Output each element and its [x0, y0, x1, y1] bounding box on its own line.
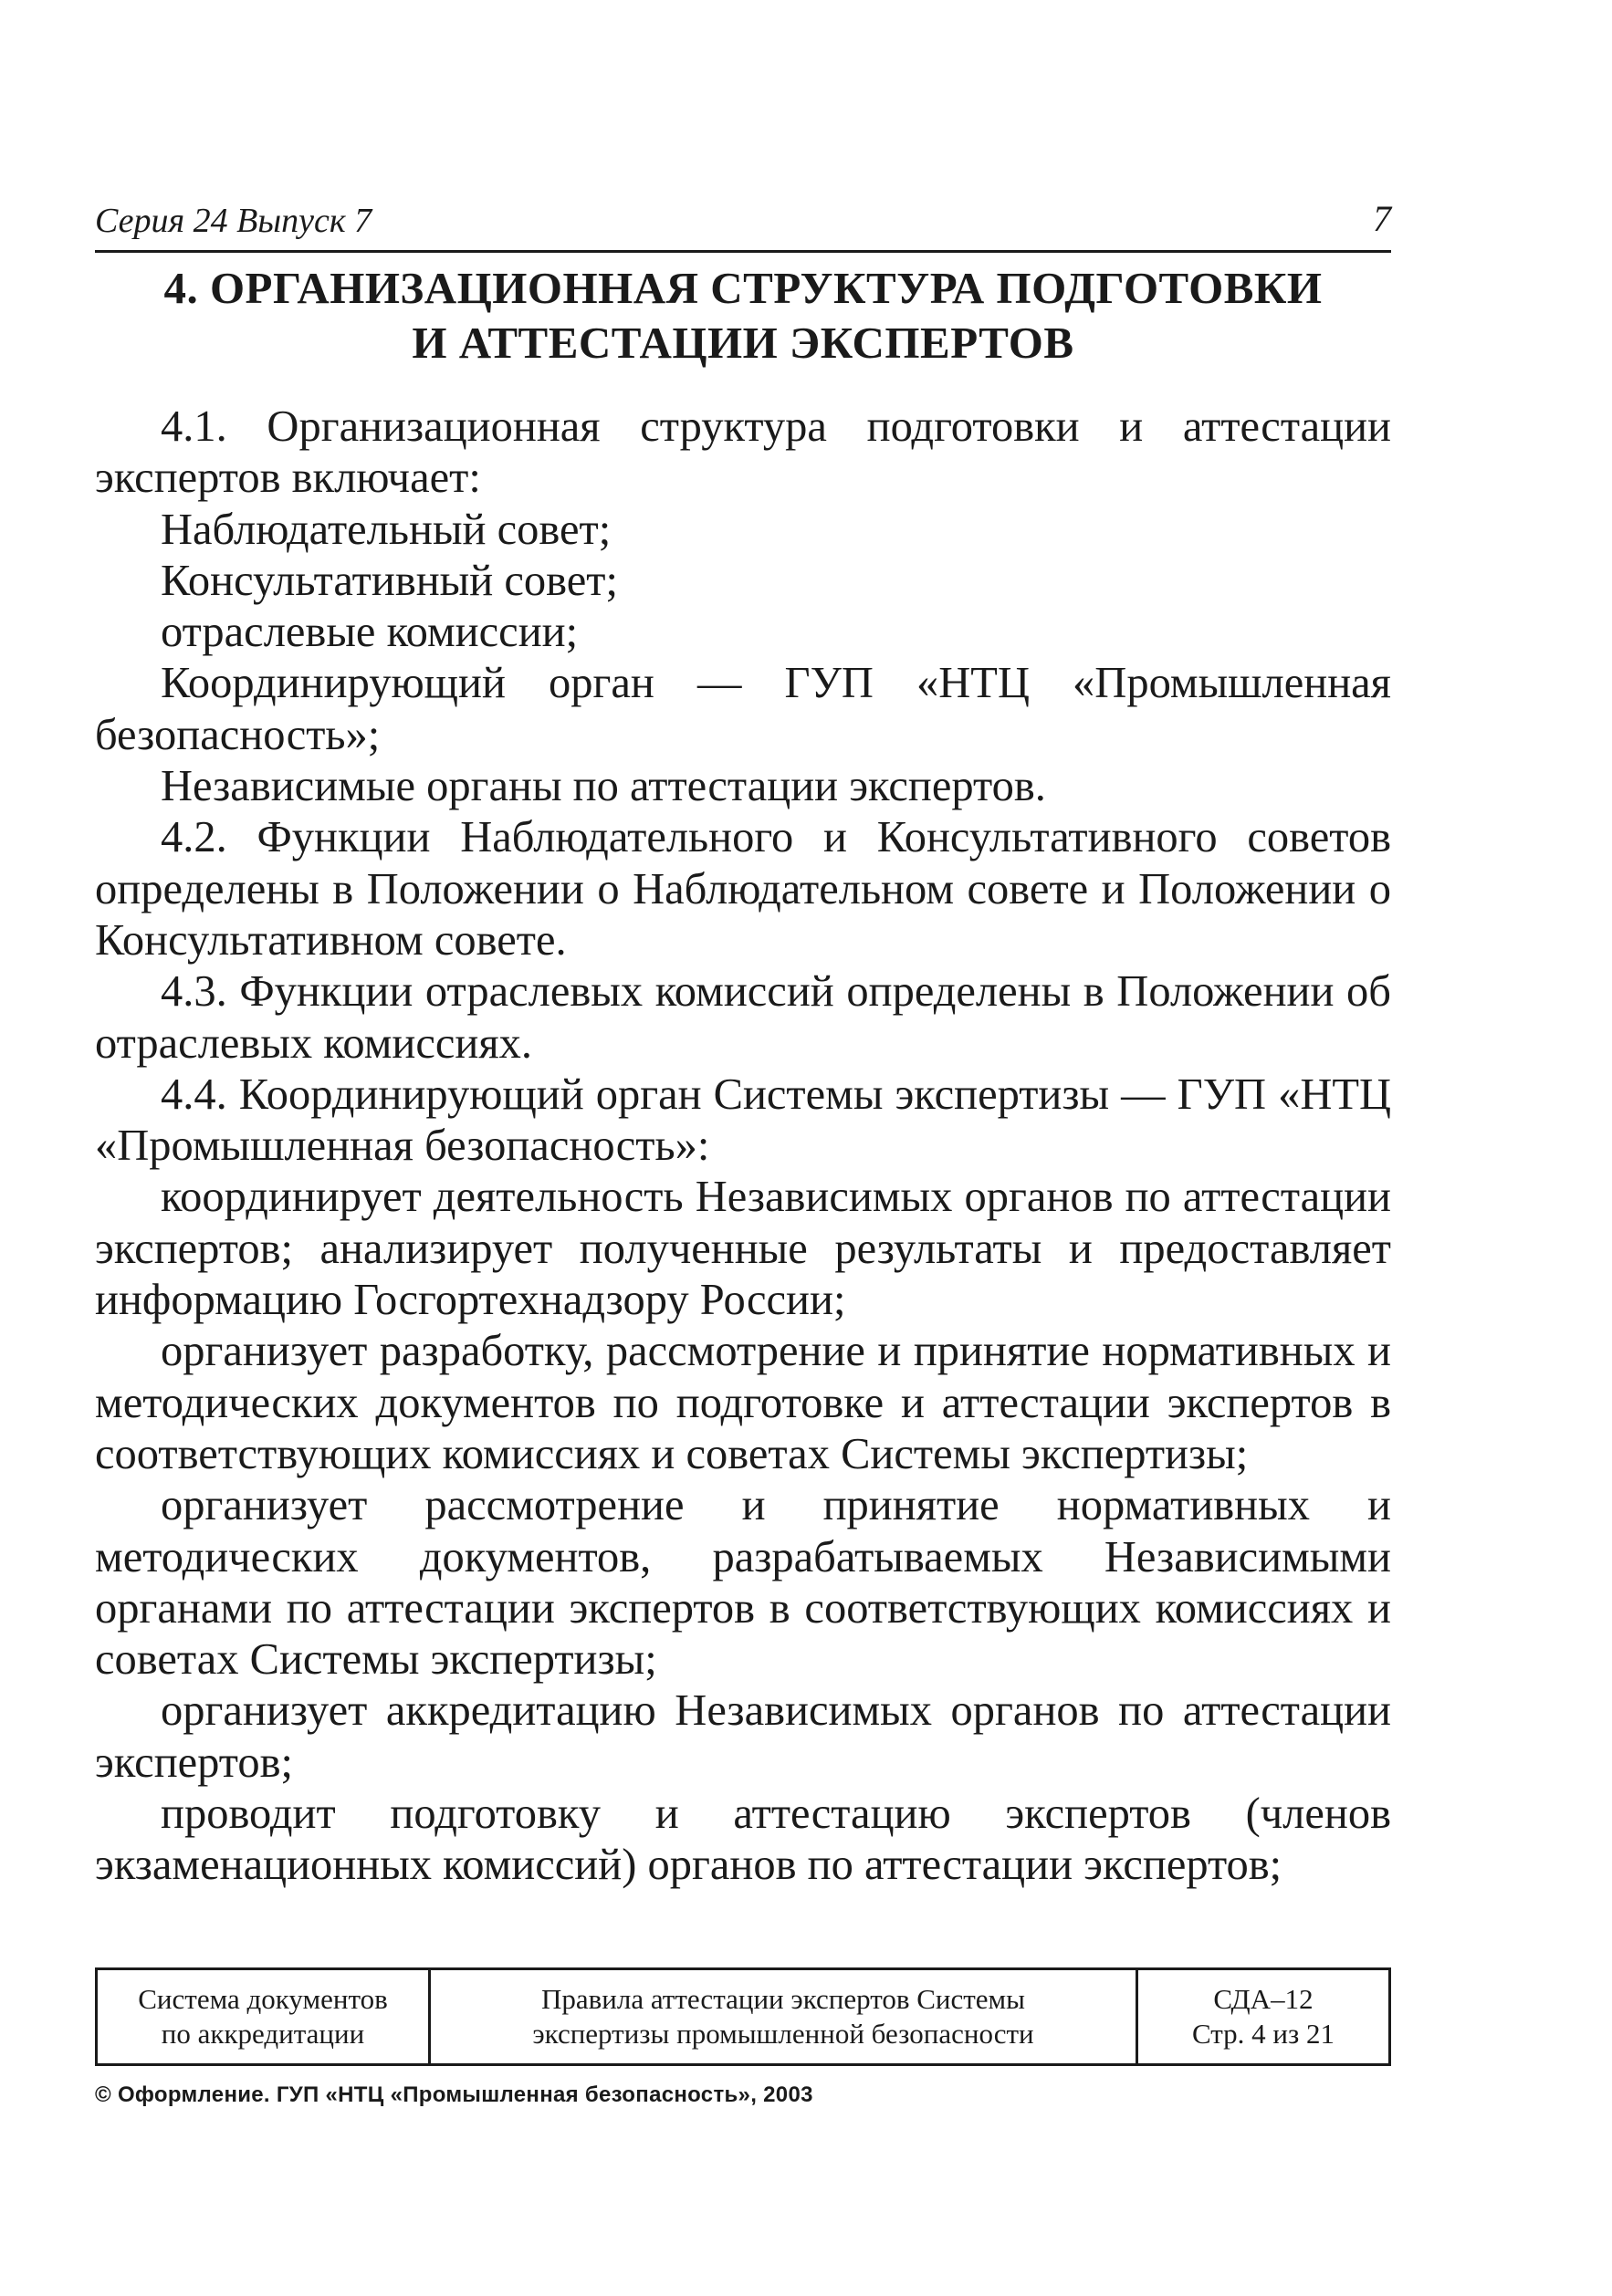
heading-line-1: 4. ОРГАНИЗАЦИОННАЯ СТРУКТУРА ПОДГОТОВКИ [163, 263, 1323, 313]
paragraph: Консультативный совет; [161, 556, 618, 605]
page-count: Стр. 4 из 21 [1191, 2018, 1335, 2050]
paragraph: организует разработку, рассмотрение и принятие нормативных и методических документов по подготовке и аттестации экспертов в соответствующих комиссиях и советах Системы экспертизы; [95, 1327, 1391, 1478]
paragraph: Независимые органы по аттестации экспертов. [161, 762, 1046, 811]
paragraph: Координирующий орган — ГУП «НТЦ «Промышленная безопасность»; [95, 659, 1391, 759]
paragraph: Наблюдательный совет; [161, 505, 612, 554]
footer-cell-system [97, 1969, 430, 2065]
series-label: Серия 24 Выпуск 7 [95, 202, 372, 240]
heading-line-2: И АТТЕСТАЦИИ ЭКСПЕРТОВ [412, 318, 1074, 368]
paragraph: 4.4. Координирующий орган Системы экспертизы — ГУП «НТЦ «Промышленная безопасность»: [95, 1070, 1391, 1171]
footer-text: по аккредитации [161, 2018, 365, 2050]
footer-text: Система документов [138, 1983, 388, 2015]
copyright-notice: © Оформление. ГУП «НТЦ «Промышленная безопасность», 2003 [95, 2082, 813, 2107]
paragraph: проводит подготовку и аттестацию экспертов (членов экзаменационных комиссий) органов по аттестации экспертов; [95, 1790, 1391, 1890]
paragraph: 4.3. Функции отраслевых комиссий определены в Положении об отраслевых комиссиях. [95, 967, 1391, 1068]
running-header [95, 193, 1391, 253]
paragraph: координирует деятельность Независимых органов по аттестации экспертов; анализирует полученные результаты и предоставляет информацию Госгортехнадзору России; [95, 1173, 1391, 1325]
paragraph: организует рассмотрение и принятие нормативных и методических документов, разрабатываемых Независимыми органами по аттестации экспертов в соответствующих комиссиях и советах Системы экспертизы; [95, 1481, 1391, 1685]
footer-text: Правила аттестации экспертов Системы [541, 1983, 1025, 2015]
section-heading [95, 261, 1391, 370]
paragraph: 4.2. Функции Наблюдательного и Консультативного советов определены в Положении о Наблюдательном совете и Положении о Консультативном совете. [95, 813, 1391, 965]
body-text [95, 402, 1391, 1892]
footer-text: экспертизы промышленной безопасности [532, 2018, 1034, 2050]
page-number: 7 [1373, 198, 1391, 239]
footer-table [95, 1967, 1391, 2066]
footer-cell-code [1137, 1969, 1390, 2065]
paragraph: организует аккредитацию Независимых органов по аттестации экспертов; [95, 1686, 1391, 1787]
document-code: СДА–12 [1213, 1983, 1314, 2015]
paragraph: 4.1. Организационная структура подготовки и аттестации экспертов включает: [95, 402, 1391, 503]
footer-cell-title [430, 1969, 1137, 2065]
paragraph: отраслевые комиссии; [161, 608, 579, 657]
